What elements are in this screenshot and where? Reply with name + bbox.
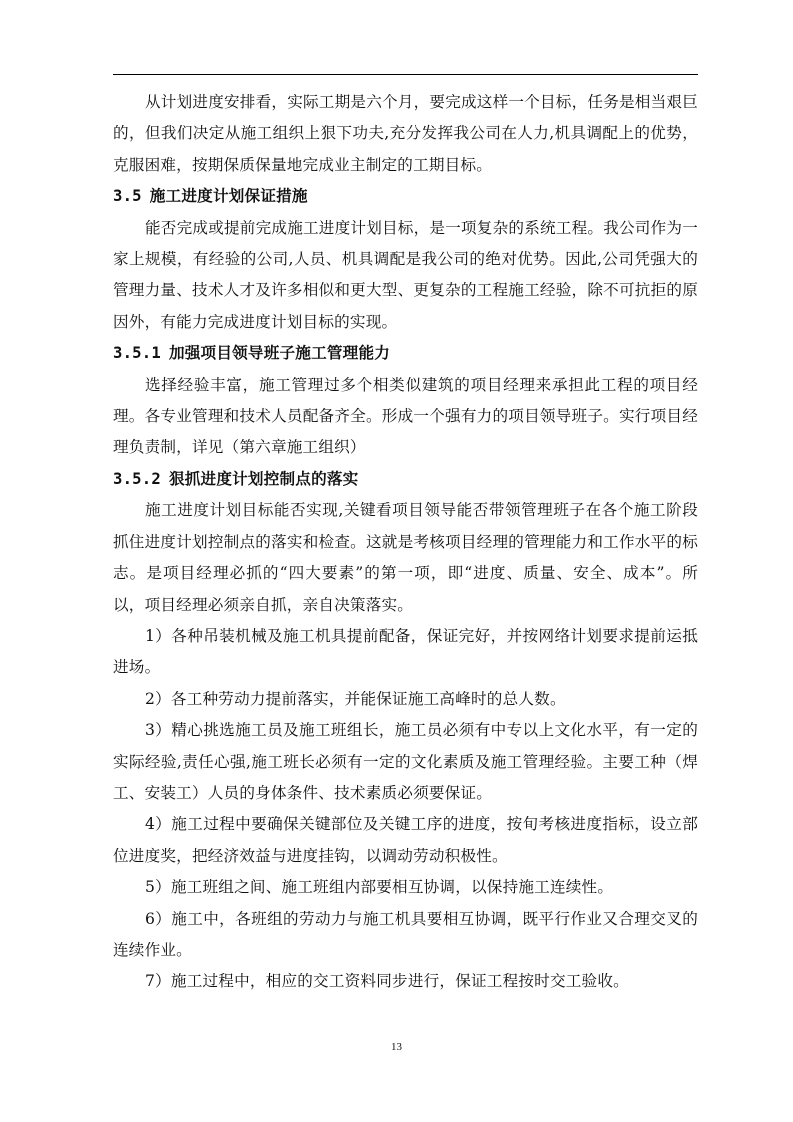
section-number: 3.5.1 [113, 344, 161, 363]
list-item-4: 4）施工过程中要确保关键部位及关键工序的进度，按旬考核进度指标，设立部位进度奖，把经济效益与进度挂钩，以调动劳动积极性。 [113, 815, 698, 865]
list-item-1: 1）各种吊装机械及施工机具提前配备，保证完好，并按网络计划要求提前运抵进场。 [113, 626, 698, 677]
heading-3-5 [113, 181, 698, 212]
heading-3-5-2 [113, 464, 698, 495]
list-item-5: 5）施工班组之间、施工班组内部要相互协调，以保持施工连续性。 [145, 878, 614, 897]
section-number: 3.5.2 [113, 469, 161, 488]
page-number: 13 [391, 1041, 402, 1053]
section-title: 狠抓进度计划控制点的落实 [168, 469, 359, 488]
header-rule [113, 74, 698, 75]
section-title: 施工进度计划保证措施 [149, 187, 308, 206]
heading-3-5-1 [113, 338, 698, 369]
section-number: 3.5 [113, 187, 142, 206]
paragraph-3-5-2: 施工进度计划目标能否实现,关键看项目领导能否带领管理班子在各个施工阶段抓住进度计划控制点的落实和检查。这就是考核项目经理的管理能力和工作水平的标志。是项目经理必抓的“四大要素”的第一项，即“进度、质量、安全、成本”。所以，项目经理必须亲自抓，亲自决策落实。 [113, 501, 698, 614]
section-title: 加强项目领导班子施工管理能力 [168, 344, 391, 363]
paragraph-3-5: 能否完成或提前完成施工进度计划目标，是一项复杂的系统工程。我公司作为一家上规模，有经验的公司,人员、机具调配是我公司的绝对优势。因此,公司凭强大的管理力量、技术人才及许多相似和更大型、更复杂的工程施工经验，除不可抗拒的原因外，有能力完成进度计划目标的实现。 [113, 218, 698, 331]
list-item-7: 7）施工过程中，相应的交工资料同步进行，保证工程按时交工验收。 [145, 972, 629, 991]
paragraph-3-5-1: 选择经验丰富，施工管理过多个相类似建筑的项目经理来承担此工程的项目经理。各专业管理和技术人员配备齐全。形成一个强有力的项目领导班子。实行项目经理负责制，详见（第六章施工组织） [113, 375, 698, 457]
paragraph-intro: 从计划进度安排看，实际工期是六个月，要完成这样一个目标，任务是相当艰巨的，但我们决定从施工组织上狠下功夫,充分发挥我公司在人力,机具调配上的优势，克服困难，按期保质保量地完成业主制定的工期目标。 [113, 93, 698, 174]
list-item-6: 6）施工中，各班组的劳动力与施工机具要相互协调，既平行作业又合理交叉的连续作业。 [113, 909, 698, 959]
page-body [113, 87, 698, 998]
list-item-3: 3）精心挑选施工员及施工班组长，施工员必须有中专以上文化水平，有一定的实际经验,责任心强,施工班长必须有一定的文化素质及施工管理经验。主要工种（焊工、安装工）人员的身体条件、技术素质必须要保证。 [113, 721, 698, 802]
list-item-2: 2）各工种劳动力提前落实，并能保证施工高峰时的总人数。 [145, 689, 566, 708]
